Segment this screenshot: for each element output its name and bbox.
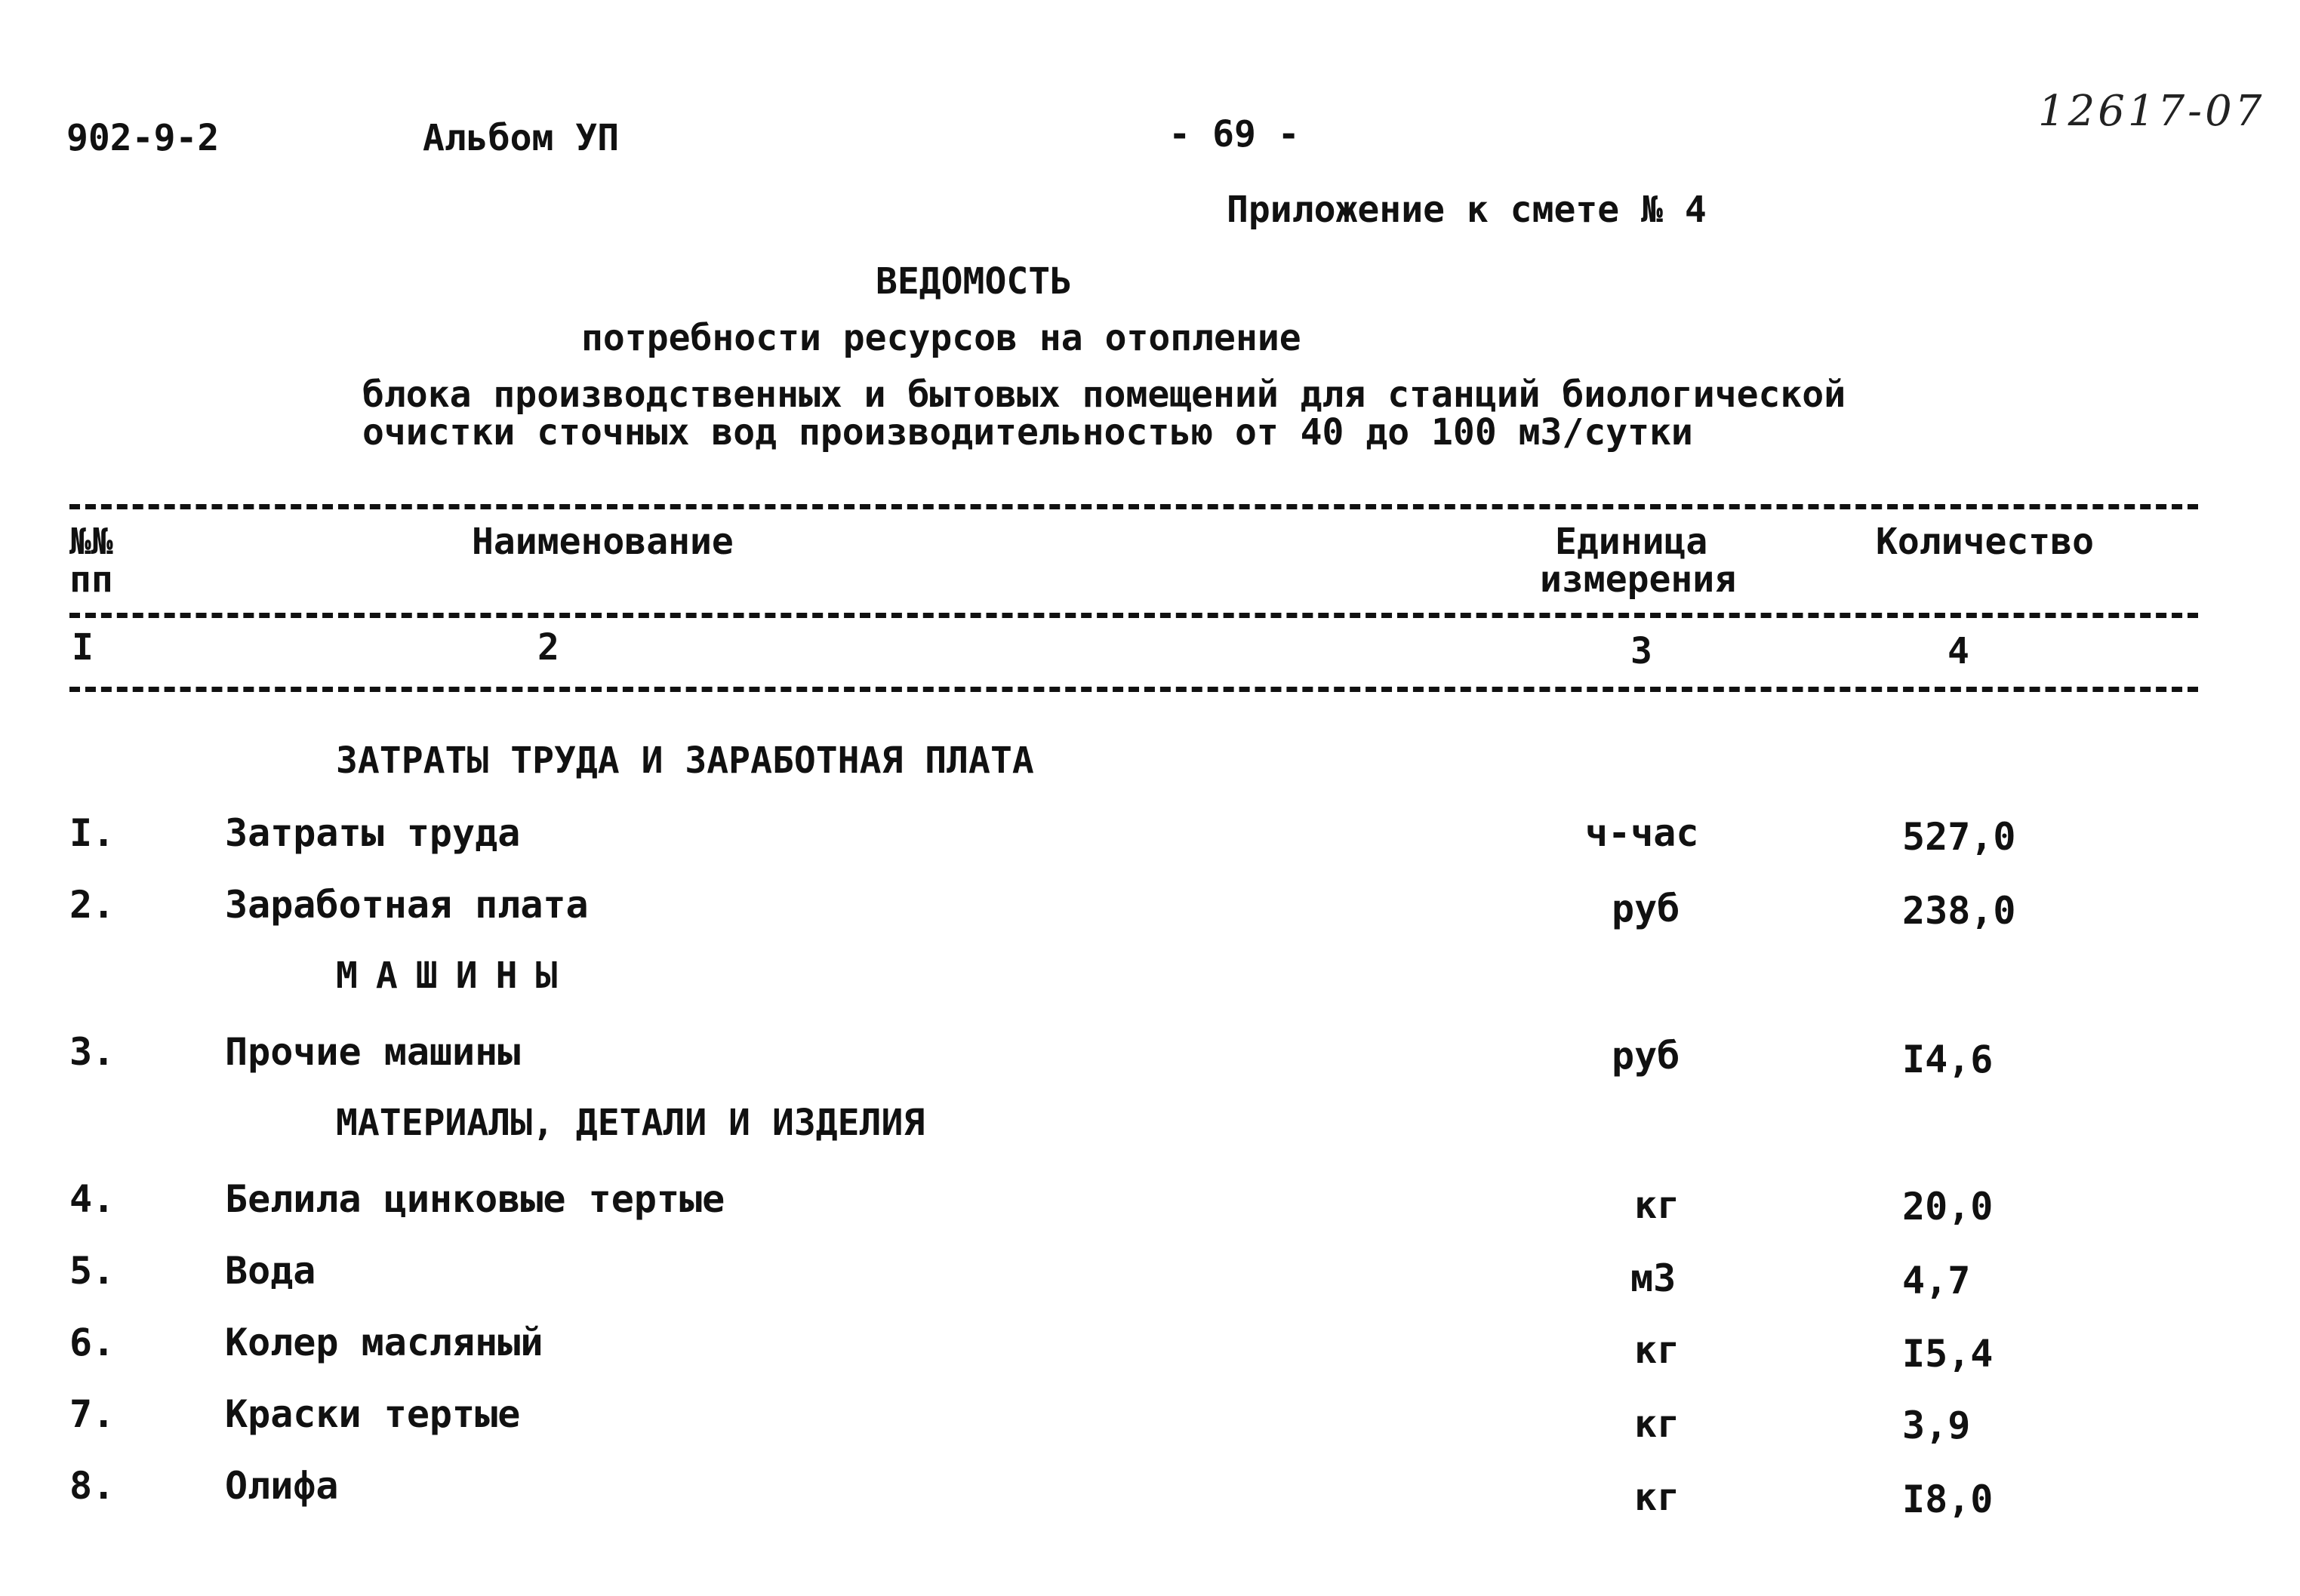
row-quantity: 527,0	[1902, 815, 2016, 859]
table-top-rule	[69, 504, 2198, 509]
header-unit-line2: измерения	[1540, 558, 1737, 601]
header-num-line1: №№	[69, 521, 113, 563]
header-name: Наименование	[472, 521, 734, 563]
section-title: МАШИНЫ	[336, 955, 576, 997]
row-number: 3.	[69, 1030, 115, 1074]
page-number: - 69 -	[1168, 113, 1300, 155]
row-number: 4.	[69, 1177, 115, 1221]
row-unit: ч-час	[1585, 811, 1699, 855]
section-title: МАТЕРИАЛЫ, ДЕТАЛИ И ИЗДЕЛИЯ	[336, 1102, 925, 1144]
section-title: ЗАТРАТЫ ТРУДА И ЗАРАБОТНАЯ ПЛАТА	[336, 740, 1034, 782]
col-number-4: 4	[1947, 630, 1969, 672]
row-number: 8.	[69, 1464, 115, 1508]
appendix-label: Приложение к смете № 4	[1227, 189, 1707, 231]
document-title: ВЕДОМОСТЬ	[875, 260, 1073, 303]
row-quantity: 20,0	[1902, 1185, 1994, 1229]
col-number-3: 3	[1630, 630, 1652, 672]
row-name: Колер масляный	[225, 1321, 543, 1364]
row-number: 2.	[69, 883, 115, 927]
album-label: Альбом УП	[423, 117, 620, 159]
row-quantity: I5,4	[1902, 1332, 1994, 1376]
row-unit: кг	[1634, 1183, 1680, 1227]
row-quantity: 4,7	[1902, 1259, 1971, 1302]
row-unit: кг	[1634, 1402, 1680, 1446]
row-number: I.	[69, 811, 115, 855]
row-name: Краски тертые	[225, 1392, 521, 1436]
row-name: Прочие машины	[225, 1030, 521, 1074]
row-name: Олифа	[225, 1464, 339, 1508]
row-unit: кг	[1634, 1328, 1680, 1372]
header-qty: Количество	[1876, 521, 2094, 563]
row-unit: кг	[1634, 1475, 1680, 1519]
row-name: Затраты труда	[225, 811, 521, 855]
row-quantity: I8,0	[1902, 1478, 1994, 1521]
row-name: Вода	[225, 1249, 316, 1293]
row-unit: м3	[1630, 1256, 1677, 1300]
row-number: 7.	[69, 1392, 115, 1436]
document-subtitle: потребности ресурсов на отопление	[581, 317, 1301, 359]
document-description-line1: блока производственных и бытовых помещений для станций биологической	[362, 374, 1846, 416]
col-number-1: I	[72, 626, 94, 669]
col-number-2: 2	[537, 626, 559, 669]
column-number-rule	[69, 687, 2198, 692]
row-number: 6.	[69, 1321, 115, 1364]
document-description-line2: очистки сточных вод производительностью от 40 до 100 м3/сутки	[362, 411, 1693, 454]
row-unit: руб	[1612, 887, 1680, 930]
header-unit-line1: Единица	[1555, 521, 1708, 563]
header-num-line2: пп	[69, 558, 113, 601]
header-rule	[69, 613, 2198, 618]
row-quantity: 3,9	[1902, 1404, 1971, 1447]
document-code: 902-9-2	[66, 117, 220, 159]
row-name: Заработная плата	[225, 883, 589, 927]
row-unit: руб	[1612, 1034, 1680, 1078]
row-quantity: 238,0	[1902, 889, 2016, 933]
row-number: 5.	[69, 1249, 115, 1293]
row-quantity: I4,6	[1902, 1038, 1994, 1081]
handwritten-number: 12617-07	[2038, 87, 2265, 136]
row-name: Белила цинковые тертые	[225, 1177, 725, 1221]
